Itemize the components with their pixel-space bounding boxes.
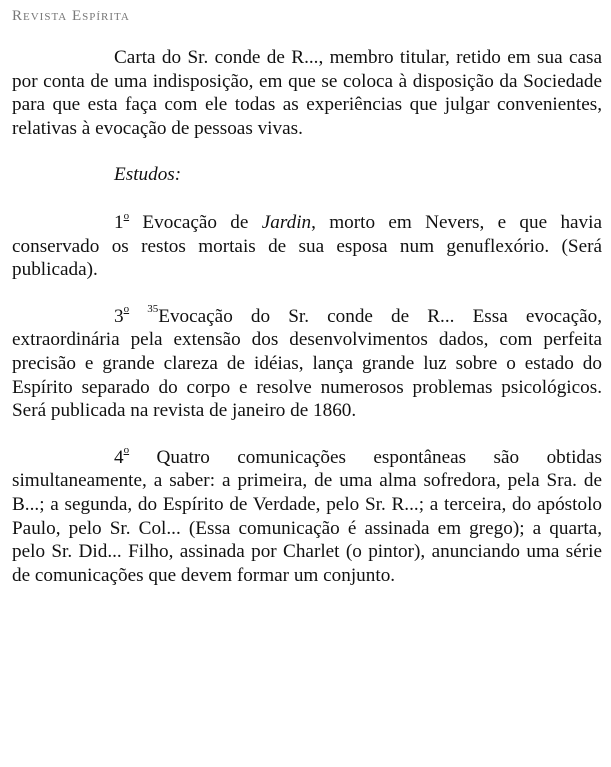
ordinal-indicator: o — [123, 303, 130, 316]
item-text: Evocação de — [129, 211, 262, 233]
item-text: , morto em Nevers, e que havia conservado os restos mortais de sua esposa num genuflexório. (Será publicada). — [12, 211, 602, 281]
item-text: Evocação do Sr. conde de R... Essa evocação, extraordinária pela extensão dos desenvolvimentos dados, com perfeita precisão e grande clareza de idéias, lança grande luz sobre o estado do Espírito separado do corpo e resolve numerosos problemas psicológicos. Será publicada na revista de janeiro de 1860. — [12, 305, 603, 422]
section-heading-studies: Estudos: — [114, 164, 182, 186]
item-text: Quatro comunicações espontâneas são obtidas simultaneamente, a saber: a primeira, de uma alma sofredora, pela Sra. de B...; a segunda, do Espírito de Verdade, pelo Sr. R...; a terceira, do apóstolo Paulo, pelo Sr. Col... (Essa comunicação é assinada em grego); a quarta, pelo Sr. Did... Filho, assinada por Charlet (o pintor), anunciando uma série de comunicações que devem formar um conjunto. — [12, 446, 602, 586]
study-item-3 — [12, 305, 602, 423]
document-body — [12, 46, 602, 610]
footnote-reference: 35 — [147, 303, 159, 316]
paragraph-letter: Carta do Sr. conde de R..., membro titular, retido em sua casa por conta de uma indisposição, em que se coloca à disposição da Sociedade para que esta faça com ele todas as experiências que julgar convenientes, relativas à evocação de pessoas vivas. — [12, 47, 602, 139]
item-number: 4 — [114, 446, 124, 468]
item-number: 3 — [114, 305, 124, 327]
ordinal-indicator: o — [123, 209, 130, 222]
ordinal-indicator: o — [123, 444, 130, 457]
item-number: 1 — [114, 211, 124, 233]
person-name: Jardin — [261, 211, 312, 233]
running-header: Revista Espírita — [12, 8, 130, 24]
study-item-1 — [12, 211, 602, 282]
study-item-4 — [12, 446, 602, 588]
